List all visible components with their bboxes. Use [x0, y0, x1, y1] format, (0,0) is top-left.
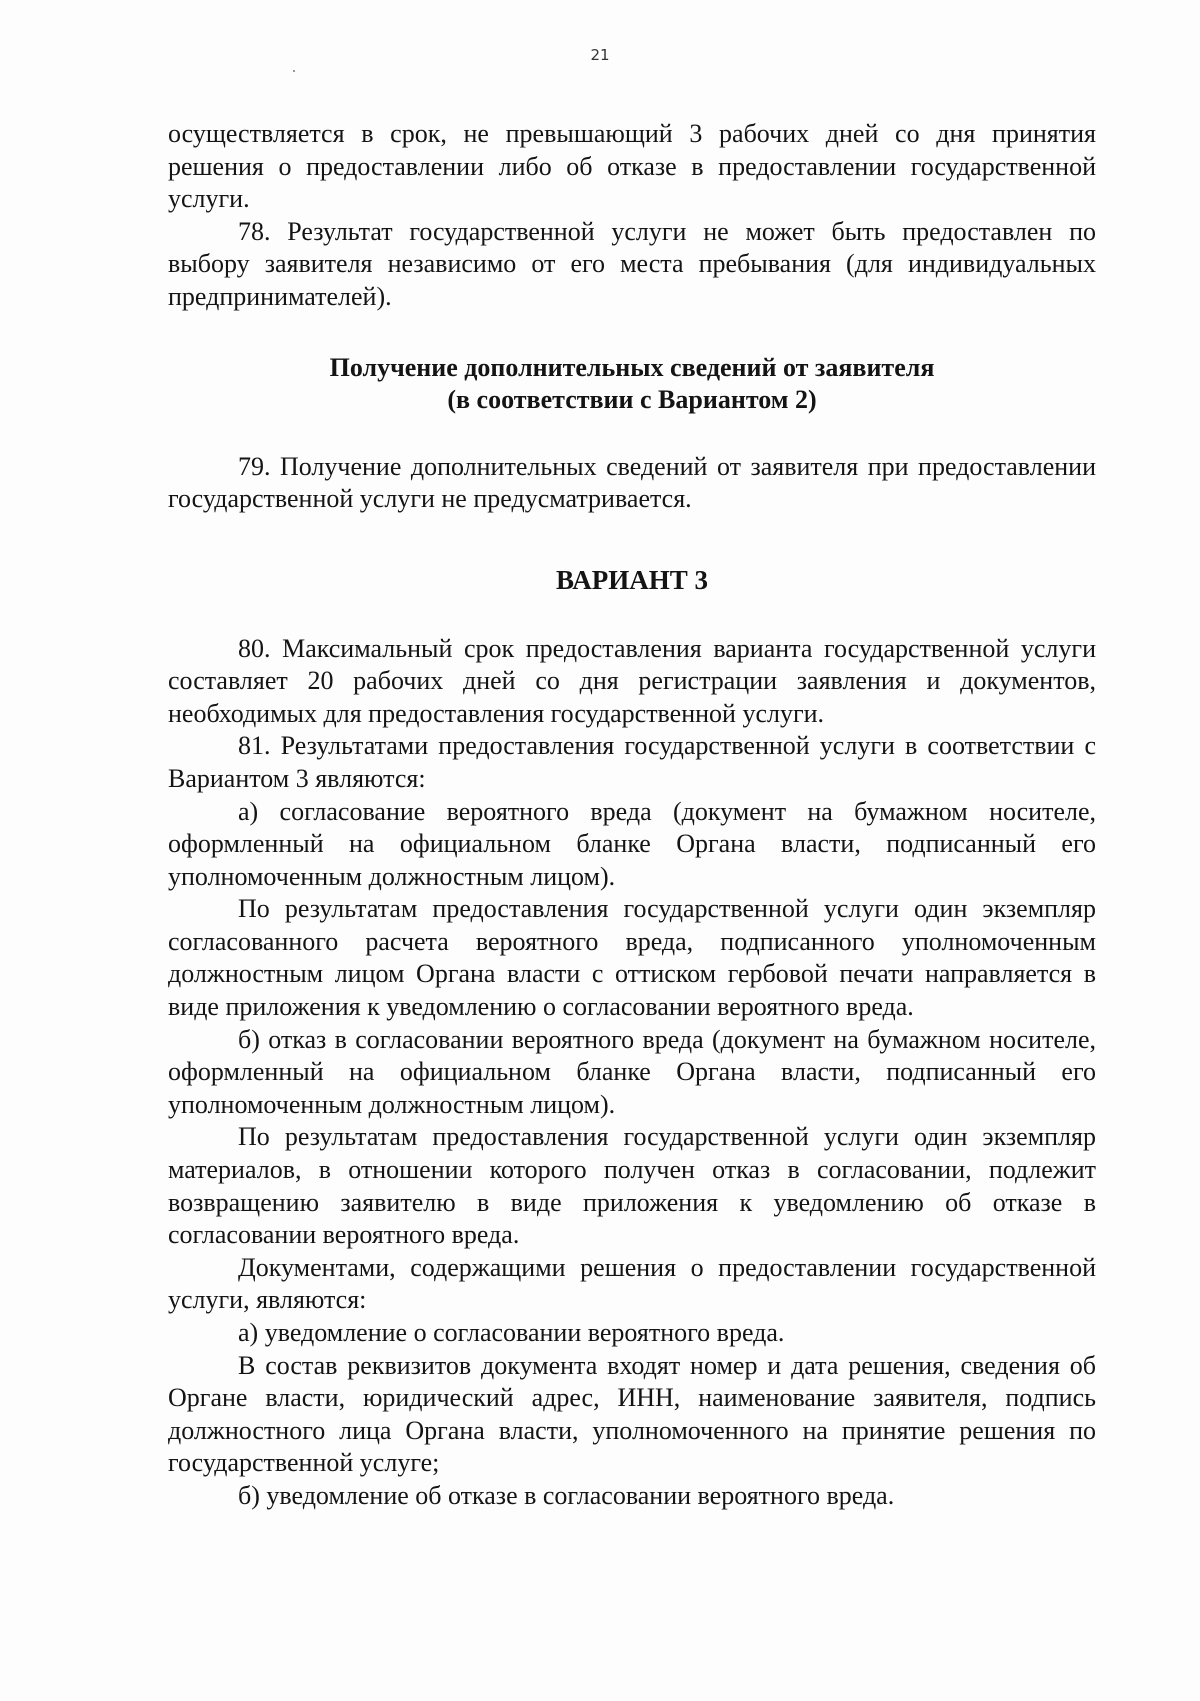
paragraph-documents-a: а) уведомление о согласовании вероятного вреда.: [238, 1318, 785, 1347]
paragraph-81a-note: По результатам предоставления государственной услуги один экземпляр согласованного расчета вероятного вреда, подписанного уполномоченным должностным лицом Органа власти с оттиском гербовой печати направляется в виде приложения к уведомлению о согласовании вероятного вреда.: [168, 894, 1096, 1022]
scan-speck: [293, 70, 295, 72]
paragraph-78: 78. Результат государственной услуги не может быть предоставлен по выбору заявителя независимо от его места пребывания (для индивидуальных предпринимателей).: [168, 216, 1096, 311]
section-heading-line-1: Получение дополнительных сведений от заявителя: [329, 352, 935, 382]
paragraph-80: 80. Максимальный срок предоставления варианта государственной услуги составляет 20 рабочих дней со дня регистрации заявления и документов, необходимых для предоставления государственной услуги.: [168, 633, 1096, 728]
paragraph-81b: б) отказ в согласовании вероятного вреда (документ на бумажном носителе, оформленный на официальном бланке Органа власти, подписанный его уполномоченным должностным лицом).: [168, 1024, 1096, 1119]
page-number: 21: [590, 46, 610, 64]
section-heading-line-2: (в соответствии с Вариантом 2): [447, 385, 817, 415]
document-body: [168, 118, 1096, 1513]
paragraph-81a: а) согласование вероятного вреда (документ на бумажном носителе, оформленный на официальном бланке Органа власти, подписанный его уполномоченным должностным лицом).: [168, 796, 1096, 891]
paragraph-81: 81. Результатами предоставления государственной услуги в соответствии с Вариантом 3 являются:: [168, 731, 1096, 793]
paragraph-documents: Документами, содержащими решения о предоставлении государственной услуги, являются:: [168, 1252, 1096, 1315]
paragraph-documents-a-note: В состав реквизитов документа входят номер и дата решения, сведения об Органе власти, юридический адрес, ИНН, наименование заявителя, подпись должностного лица Органа власти, уполномоченного на принятие решения по государственной услуге;: [168, 1350, 1096, 1478]
paragraph-79: 79. Получение дополнительных сведений от заявителя при предоставлении государственной услуги не предусматривается.: [168, 451, 1096, 514]
paragraph-81b-note: По результатам предоставления государственной услуги один экземпляр материалов, в отношении которого получен отказ в согласовании, подлежит возвращению заявителю в виде приложения к уведомлению об отказе в согласовании вероятного вреда.: [168, 1122, 1096, 1250]
paragraph-documents-b: б) уведомление об отказе в согласовании вероятного вреда.: [238, 1480, 895, 1510]
variant-heading: ВАРИАНТ 3: [555, 564, 709, 595]
paragraph-continuation: осуществляется в срок, не превышающий 3 рабочих дней со дня принятия решения о предоставлении либо об отказе в предоставлении государственной услуги.: [168, 119, 1096, 214]
